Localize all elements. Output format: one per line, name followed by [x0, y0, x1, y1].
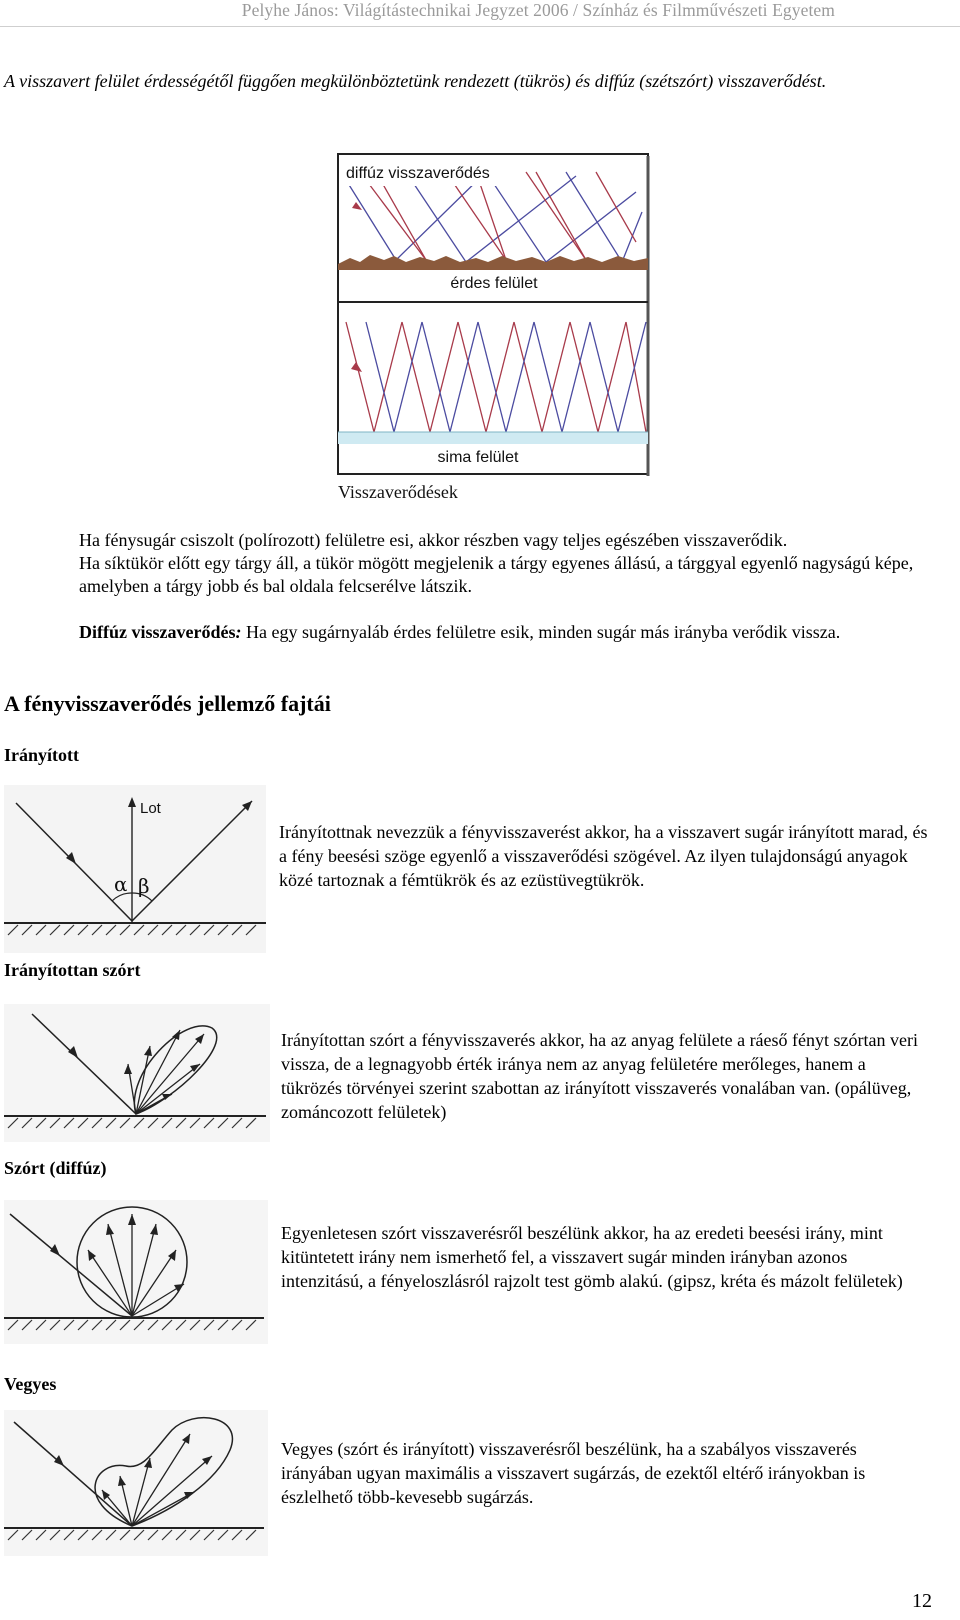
paragraph-diffuse: [79, 621, 939, 644]
page-header: [0, 0, 960, 24]
label-normal: Lot: [140, 800, 161, 817]
smooth-surface: [338, 432, 648, 444]
paragraph-mirror: Ha síktükör előtt egy tárgy áll, a tükör mögött megjelenik a tárgy egyenes állású, a tárggyal egyenlő nagyságú képe, amelyben a tárgy jobb és bal oldala felcserélve látszik.: [79, 553, 914, 596]
label-diffuse: diffúz visszaverődés: [346, 165, 490, 182]
directed-diffuse-description: Irányítottan szórt a fényvisszaverés akkor, ha az anyag felülete a ráeső fényt szórtan veri vissza, de a legnagyobb érték iránya nem az anyag felületére merőleges, hanem a tükrözés törvényei szerint szabottan az irányított visszaverés vonalában van. (opálüveg, zománcozott felületek): [281, 1030, 918, 1122]
heading-directed: Irányított: [4, 745, 79, 765]
section-title: A fényvisszaverődés jellemző fajtái: [4, 691, 331, 716]
directed-diffuse-figure: [4, 1004, 270, 1142]
heading-mixed: Vegyes: [4, 1374, 57, 1394]
heading-diffuse: Szórt (diffúz): [4, 1158, 107, 1178]
mixed-description: Vegyes (szórt és irányított) visszaverésről beszélünk, ha a szabályos visszaverés irányában ugyan maximális a visszavert sugárzás, de ezektől eltérő irányokban is észlelhető több-kevesebb sugárzás.: [281, 1439, 866, 1507]
mixed-figure: [4, 1410, 268, 1556]
diffuse-term: Diffúz visszaverődés: [79, 622, 236, 642]
directed-description: Irányítottnak nevezzük a fényvisszaverést akkor, ha a visszavert sugár irányított marad, és a fény beesési szöge egyenlő a visszaverődési szögével. Az ilyen tulajdonságú anyagok közé tartoznak a fémtükrök és az ezüstüvegtükrök.: [279, 822, 928, 890]
diffuse-figure: [4, 1200, 268, 1344]
intro-paragraph: A visszavert felület érdességétől függően megkülönböztetünk rendezett (tükrös) és diffúz (szétszórt) visszaverődést.: [4, 71, 827, 91]
header-title: Pelyhe János: Világítástechnikai Jegyzet 2006 / Színház és Filmművészeti Egyetem: [241, 0, 835, 20]
paragraph-reflection: Ha fénysugár csiszolt (polírozott) felületre esi, akkor részben vagy teljes egészében visszaverődik.: [79, 530, 788, 550]
figure-caption: Visszaverődések: [338, 482, 458, 502]
diffuse-colon: :: [235, 622, 242, 642]
label-beta: β: [138, 874, 150, 898]
label-alpha: α: [114, 872, 128, 896]
page-number: 12: [912, 1590, 932, 1612]
header-divider: [0, 26, 960, 27]
label-rough: érdes felület: [450, 275, 538, 292]
reflection-figure: [336, 152, 652, 508]
diffuse-text: Ha egy sugárnyaláb érdes felületre esik, minden sugár más irányba verődik vissza.: [241, 622, 841, 642]
label-smooth: sima felület: [437, 449, 519, 466]
diffuse-description: Egyenletesen szórt visszaverésről beszélünk akkor, ha az eredeti beesési irány, mint kitüntetett irány nem ismerhető fel, a visszavert sugár minden irányban azonos intenzitású, a fényeloszlásról rajzolt test gömb alakú. (gipsz, kréta és mázolt felületek): [281, 1223, 903, 1291]
directed-figure: [4, 785, 266, 953]
heading-directed-diffuse: Irányítottan szórt: [4, 960, 141, 980]
